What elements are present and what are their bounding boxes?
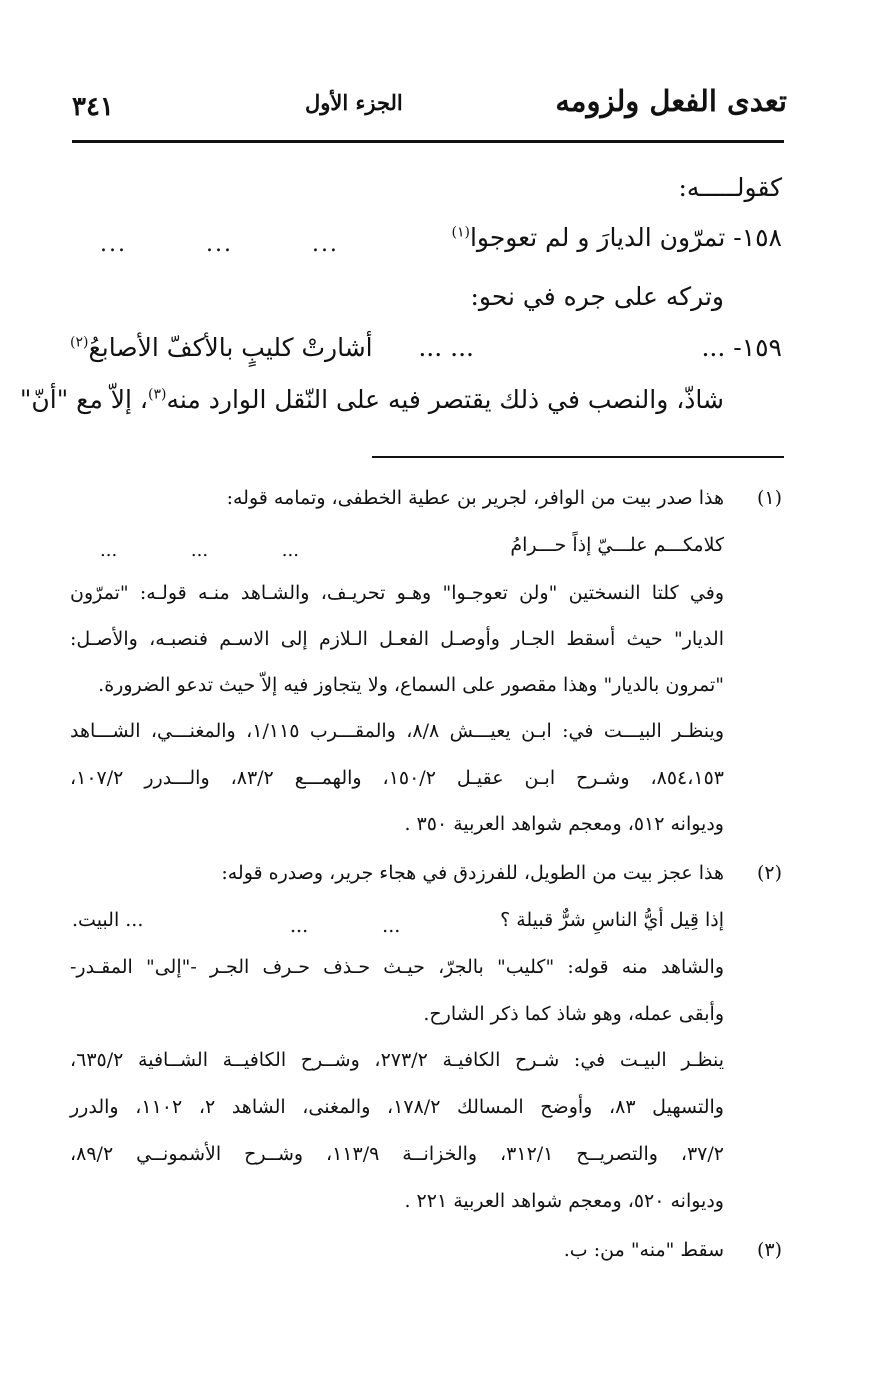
footnote-2-line-5: ينظـر البيـت في: شـرح الكافيـة ٢٧٣/٢، وشــرح الكافيــة الشــافية ٦٣٥/٢، [70, 1049, 724, 1071]
footnote-2-line-1: هذا عجز بيت من الطويل، للفرزدق في هجاء جرير، وصدره قوله: [221, 862, 724, 884]
verse-159-text [70, 333, 373, 362]
footnote-2-verse-end: ... البيت. [72, 909, 144, 931]
footnote-1-number: (١) [756, 487, 782, 509]
verse-158 [451, 223, 782, 252]
footnote-1-line-7: ٨٥٤،١٥٣، وشـرح ابـن عقيـل ١٥٠/٢، والهمـــع ٨٣/٢، والـــدرر ١٠٧/٢، [70, 767, 725, 789]
body-line-5 [20, 385, 724, 414]
footnote-1-line-1: هذا صدر بيت من الوافر، لجرير بن عطية الخطفى، وتمامه قوله: [226, 487, 724, 509]
footnote-2-line-3: والشاهد منه قوله: "كليب" بالجرّ، حيـث حـذف حـرف الجـر -"إلى" المقـدر- [70, 956, 724, 978]
footnote-2-line-8: وديوانه ٥٢٠، ومعجم شواهد العربية ٢٢١ . [404, 1190, 724, 1212]
verse-159 [701, 333, 782, 362]
body-line-3: وتركه على جره في نحو: [470, 282, 724, 311]
footnote-1-line-4: الديار" حيث أسقط الجـار وأوصـل الفعـل الـلازم إلى الاسـم فنصبـه، والأصـل: [70, 628, 724, 650]
footnote-2-verse: إذا قِيل أيُّ الناسِ شرٌّ قبيلة ؟ [500, 909, 724, 931]
running-title: تعدى الفعل ولزومه [555, 84, 787, 118]
verse-text: تمرّون الديارَ و لم تعوجوا [469, 223, 726, 252]
verse-number: ١٥٨- [733, 223, 782, 252]
footnote-1-line-3: وفي كلتا النسختين "ولن تعوجـوا" وهـو تحريـف، والشـاهد منـه قولـه: "تمرّون [70, 582, 724, 604]
header-rule [72, 140, 784, 143]
footnote-2-number: (٢) [756, 862, 782, 884]
body-text-end: ، إلاّ مع "أنّ" [19, 385, 149, 414]
body-text: شاذّ، والنصب في ذلك يقتصر فيه على النّقل الوارد منه [166, 385, 724, 414]
verse-text: أشارتْ كليبٍ بالأكفّ الأصابعُ [88, 333, 373, 362]
verse-number: ١٥٩- [733, 333, 782, 362]
footnote-1-line-6: وينظـر البيـــت في: ابـن يعيـــش ٨/٨، والمقـــرب ١/١١٥، والمغنـــي، الشـــاهد [70, 720, 725, 742]
verse-159-mid-ellipsis: ... ... [418, 333, 474, 362]
footnote-2-line-4: وأبقى عمله، وهو شاذ كما ذكر الشارح. [423, 1003, 724, 1025]
footnote-1-verse: كلامكـــم علـــيّ إذاً حـــرامُ [510, 534, 724, 556]
body-line-1: كقولـــــه: [678, 173, 782, 202]
footnote-1-verse-ellipsis: ... ... ... [100, 540, 299, 561]
footnote-rule [372, 456, 784, 458]
footnote-2-line-6: والتسهيل ٨٣، وأوضح المسالك ١٧٨/٢، والمغنى، الشاهد ٢، ١١٠٢، والدرر [70, 1096, 724, 1118]
footnote-1-line-5: "تمرون بالديار" وهذا مقصور على السماع، ولا يتجاوز فيه إلاّ حيث تدعو الضرورة. [98, 674, 724, 696]
footnote-3-line-1: سقط "منه" من: ب. [563, 1239, 724, 1261]
verse-158-ellipsis: ... ... ... [100, 232, 339, 257]
page-number: ٣٤١ [72, 92, 114, 122]
footnote-1-line-8: وديوانه ٥١٢، ومعجم شواهد العربية ٣٥٠ . [404, 813, 724, 835]
footnote-ref-2[interactable]: (٢) [70, 334, 89, 351]
footnote-2-line-7: ٣٧/٢، والتصريــح ٣١٢/١، والخزانــة ١١٣/٩، وشــرح الأشمونــي ٨٩/٢، [70, 1143, 724, 1165]
footnote-ref-1[interactable]: (١) [451, 224, 470, 241]
volume-label: الجزء الأول [305, 90, 403, 115]
footnote-2-verse-ellipsis: ... ... [290, 915, 401, 937]
footnote-ref-3[interactable]: (٣) [148, 386, 167, 403]
verse-lead-ellipsis: ... [701, 333, 726, 362]
footnote-3-number: (٣) [756, 1239, 782, 1261]
